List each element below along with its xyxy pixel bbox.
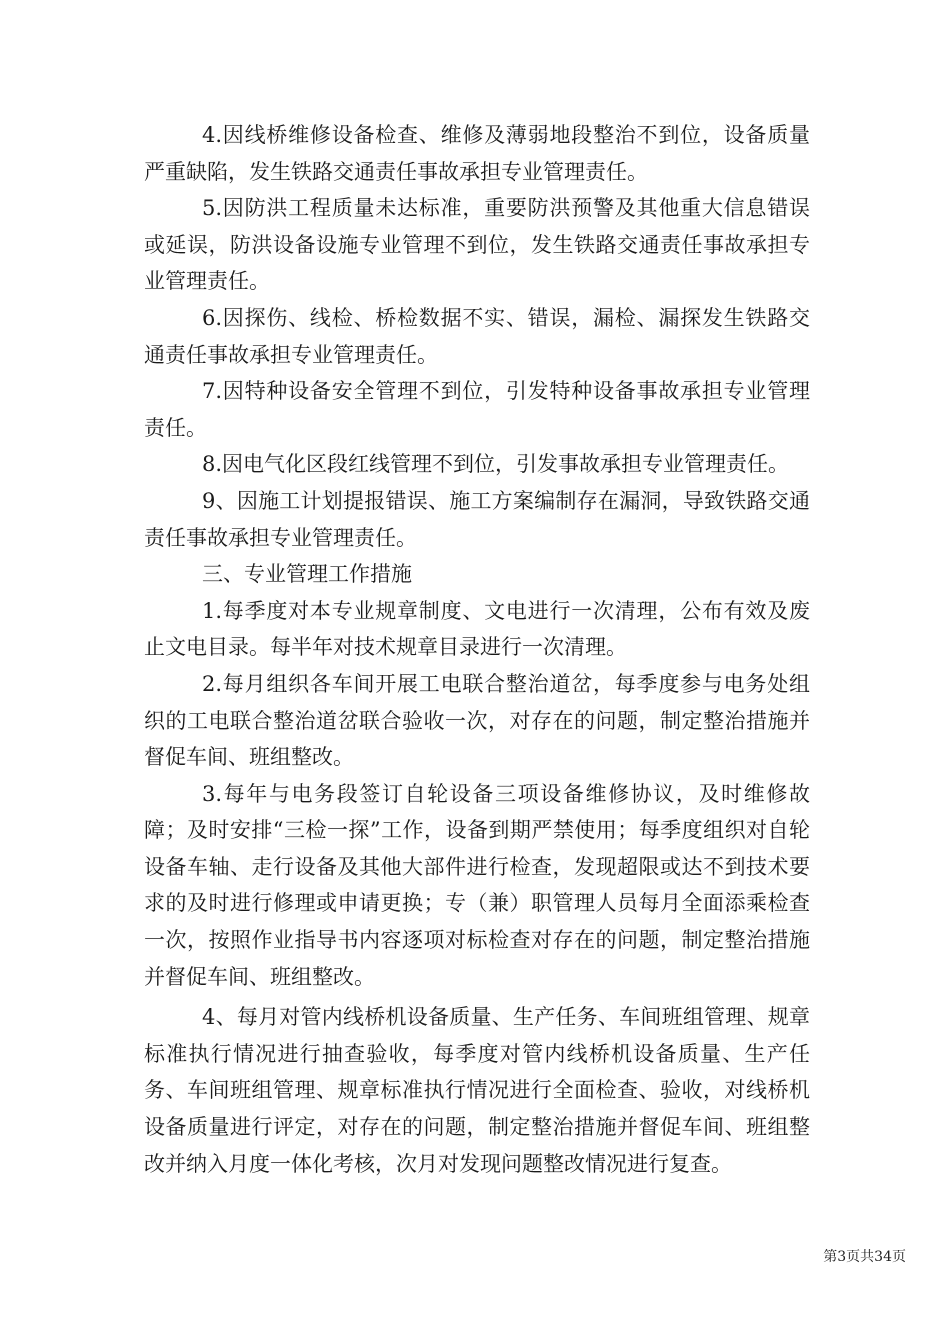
page-footer: [0, 1246, 906, 1266]
document-body: [144, 117, 810, 1182]
paragraph-item-8: 8.因电气化区段红线管理不到位，引发事故承担专业管理责任。: [202, 452, 790, 477]
paragraph-item-4: 4.因线桥维修设备检查、维修及薄弱地段整治不到位，设备质量严重缺陷，发生铁路交通责任事故承担专业管理责任。: [144, 123, 810, 184]
paragraph-item-6: 6.因探伤、线检、桥检数据不实、错误，漏检、漏探发生铁路交通责任事故承担专业管理责任。: [144, 305, 810, 367]
measure-item-4: 4、每月对管内线桥机设备质量、生产任务、车间班组管理、规章标准执行情况进行抽查验收，每季度对管内线桥机设备质量、生产任务、车间班组管理、规章标准执行情况进行全面检查、验收，对线桥机设备质量进行评定，对存在的问题，制定整治措施并督促车间、班组整改并纳入月度一体化考核，次月对发现问题整改情况进行复查。: [144, 1005, 810, 1176]
paragraph-item-9: 9、因施工计划提报错误、施工方案编制存在漏洞，导致铁路交通责任事故承担专业管理责任。: [144, 488, 810, 550]
section-heading-measures: 三、专业管理工作措施: [202, 562, 412, 587]
paragraph-item-7: 7.因特种设备安全管理不到位，引发特种设备事故承担专业管理责任。: [144, 379, 810, 440]
measure-item-3: 3.每年与电务段签订自轮设备三项设备维修协议，及时维修故障；及时安排“三检一探”工作，设备到期严禁使用；每季度组织对自轮设备车轴、走行设备及其他大部件进行检查，发现超限或达不到技术要求的及时进行修理或申请更换；专（兼）职管理人员每月全面添乘检查一次，按照作业指导书内容逐项对标检查对存在的问题，制定整治措施并督促车间、班组整改。: [144, 781, 810, 989]
measure-item-1: 1.每季度对本专业规章制度、文电进行一次清理，公布有效及废止文电目录。每半年对技术规章目录进行一次清理。: [144, 598, 810, 660]
paragraph-item-5: 5.因防洪工程质量未达标准，重要防洪预警及其他重大信息错误或延误，防洪设备设施专业管理不到位，发生铁路交通责任事故承担专业管理责任。: [144, 196, 810, 294]
measure-item-2: 2.每月组织各车间开展工电联合整治道岔，每季度参与电务处组织的工电联合整治道岔联合验收一次，对存在的问题，制定整治措施并督促车间、班组整改。: [144, 671, 810, 770]
page-number-label: 第3页共34页: [823, 1249, 906, 1265]
